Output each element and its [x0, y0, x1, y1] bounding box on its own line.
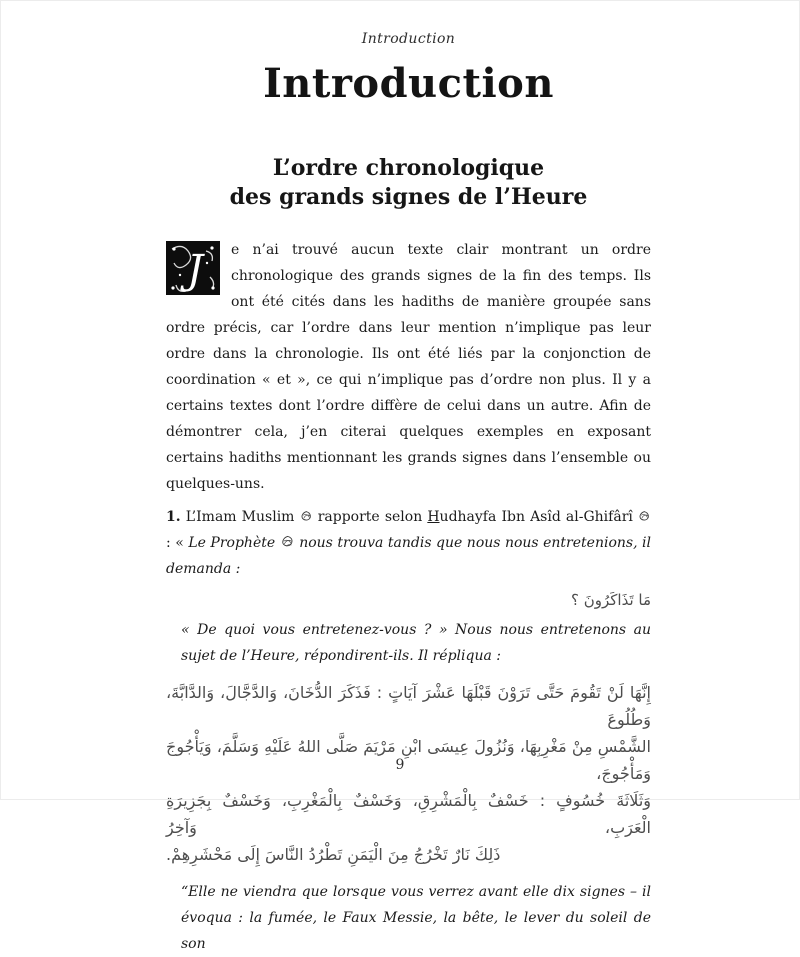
- quote-part-2: nous trouva tandis que nous nous entretenions, il demanda :: [166, 535, 651, 577]
- arabic-line-2: الشَّمْسِ مِنْ مَغْرِبِهَا، وَنُزُولَ عِيسَى ابْنِ مَرْيَمَ صَلَّى اللهُ عَلَيْهِ وَسَلَّمَ، وَيَأْجُوجَ وَمَأْجُوجَ،: [166, 737, 651, 783]
- hadith-1-lead-paragraph: [166, 504, 651, 582]
- intro-text: e n’ai trouvé aucun texte clair montrant un ordre chronologique des grands signes de la fin des temps. Ils ont été cités dans les hadiths de manière groupée sans ordre précis, car l’ordre dans leur mention n’implique pas leur ordre dans la chronologie. Ils ont été liés par la conjonction de coordination « et », ce qui n’implique pas d’ordre non plus. Il y a certains textes dont l’ordre diffère de celui dans un autre. Afin de démontrer cela, j’en citerai quelques exemples en exposant certains hadiths mentionnant les grands signes dans l’ensemble ou quelques-uns.: [166, 242, 651, 492]
- text-column: [166, 1, 651, 957]
- ornamental-dropcap: [166, 241, 220, 295]
- page-number: 9: [395, 757, 405, 773]
- arabic-line-3: وَثَلَاثَةَ خُسُوفٍ : خَسْفٌ بِالْمَشْرِقِ، وَخَسْفٌ بِالْمَغْرِبِ، وَخَسْفٌ بِجَزِيرَةِ الْعَرَبِ، وَآخِرُ: [166, 791, 651, 837]
- closing-translation-paragraph: “Elle ne viendra que lorsque vous verrez avant elle dix signes – il évoqua : la fumée, le Faux Messie, la bête, le lever du soleil de son: [181, 884, 651, 952]
- arabic-question-line: مَا تَذَاكَرُونَ ؟: [571, 591, 651, 609]
- subtitle-line-1: L’ordre chronologique: [272, 155, 545, 181]
- dropcap-ornament-icon: [166, 241, 220, 295]
- arabic-hadith-block: [166, 679, 651, 868]
- quote-opening: : «: [166, 535, 189, 551]
- salla-llahu-alayhi-wa-sallam-icon: [280, 535, 295, 549]
- arabic-line-4: ذَلِكَ نَارٌ تَخْرُجُ مِنَ الْيَمَنِ تَطْرُدُ النَّاسَ إِلَى مَحْشَرِهِمْ.: [166, 845, 501, 864]
- narration-mid: rapporte selon: [312, 509, 428, 525]
- dropcap-letter: J: [186, 247, 204, 293]
- intro-paragraph: [166, 237, 651, 497]
- page-title: Introduction: [263, 60, 554, 107]
- narrator-initial: H: [427, 509, 440, 525]
- narrator-name: udhayfa Ibn Asîd al-Ghifârî: [439, 509, 638, 525]
- quote-part-1: Le Prophète: [188, 535, 280, 551]
- rahimahullah-honorific-icon: [300, 510, 313, 523]
- running-head: Introduction: [361, 31, 456, 47]
- radiyallahu-anhu-honorific-icon: [638, 510, 651, 523]
- hadith-number: 1.: [166, 509, 181, 525]
- narration-pre: L’Imam Muslim: [180, 509, 300, 525]
- subtitle-line-2: des grands signes de l’Heure: [229, 184, 588, 210]
- section-subtitle: [166, 154, 651, 212]
- translation-paragraph: « De quoi vous entretenez-vous ? » Nous nous entretenons au sujet de l’Heure, répondirent-ils. Il répliqua :: [181, 622, 651, 664]
- arabic-line-1: إِنَّهَا لَنْ تَقُومَ حَتَّى تَرَوْنَ قَبْلَهَا عَشْرَ آيَاتٍ : فَذَكَرَ الدُّخَانَ، وَالدَّجَّالَ، وَالدَّابَّةَ، وَطُلُوعَ: [166, 683, 651, 729]
